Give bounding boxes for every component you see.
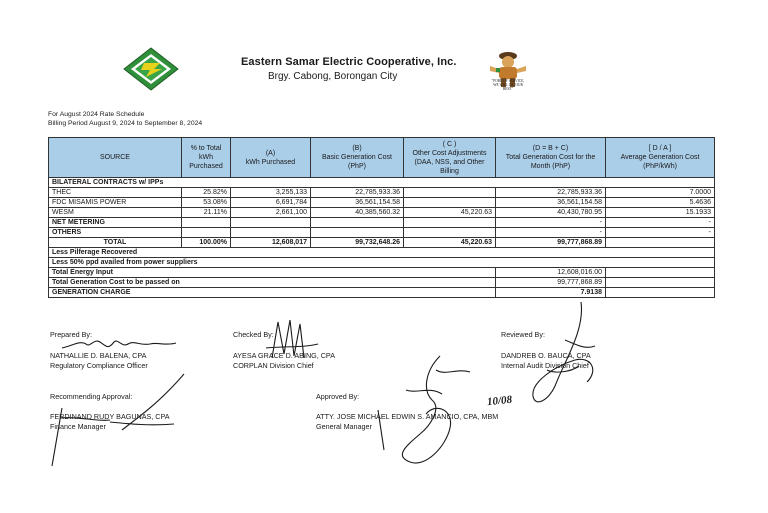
mascot-motto — [482, 79, 534, 91]
rate-schedule: For August 2024 Rate Schedule — [48, 111, 145, 118]
table-header-row — [49, 138, 715, 178]
row-avg: 7.0000 — [606, 188, 715, 198]
empty-cell — [404, 228, 496, 238]
table-row-gen-cost — [49, 278, 715, 288]
signature-recommending — [50, 372, 190, 468]
table-row-gen-charge — [49, 288, 715, 298]
row-total: 36,561,154.58 — [496, 198, 606, 208]
row-other: 45,220.63 — [404, 208, 496, 218]
others-avg: - — [606, 228, 715, 238]
gen-cost-label: Total Generation Cost to be passed on — [49, 278, 496, 288]
total-kwh: 12,608,017 — [231, 238, 311, 248]
row-source: FDC MISAMIS POWER — [49, 198, 182, 208]
empty-cell — [606, 288, 715, 298]
approved-by-title: General Manager — [316, 422, 372, 431]
table-row — [49, 198, 715, 208]
row-pct: 53.08% — [182, 198, 231, 208]
company-address: Brgy. Cabong, Borongan City — [268, 71, 398, 82]
empty-cell — [311, 218, 404, 228]
prepared-by-label: Prepared By: — [50, 330, 92, 339]
prepared-by-name: NATHALLIE D. BALENA, CPA — [50, 351, 147, 360]
table-row-others — [49, 228, 715, 238]
ppd-label: Less 50% ppd availed from power suppliers — [49, 258, 715, 268]
row-other — [404, 198, 496, 208]
row-pct: 21.11% — [182, 208, 231, 218]
total-total: 99,777,868.89 — [496, 238, 606, 248]
table-row-net-metering — [49, 218, 715, 228]
net-metering-total: - — [496, 218, 606, 228]
col-header-kwh: (A) kWh Purchased — [231, 138, 311, 178]
table-row-energy-input — [49, 268, 715, 278]
row-total: 22,785,933.36 — [496, 188, 606, 198]
row-kwh: 3,255,133 — [231, 188, 311, 198]
row-basic: 36,561,154.58 — [311, 198, 404, 208]
empty-cell — [311, 228, 404, 238]
gen-cost-value: 99,777,868.89 — [496, 278, 606, 288]
empty-cell — [231, 218, 311, 228]
col-header-total-cost: (D = B + C) Total Generation Cost for the Month (PhP) — [496, 138, 606, 178]
row-source: THEC — [49, 188, 182, 198]
recommending-title: Finance Manager — [50, 422, 106, 431]
billing-period: Billing Period August 9, 2024 to September 8, 2024 — [48, 120, 203, 127]
row-other — [404, 188, 496, 198]
col-header-basic-cost: (B) Basic Generation Cost (PhP) — [311, 138, 404, 178]
table-row-ppd — [49, 258, 715, 268]
empty-cell — [606, 268, 715, 278]
empty-cell — [606, 238, 715, 248]
row-pct: 25.82% — [182, 188, 231, 198]
recommending-name: FERDINAND RUDY BAGUNAS, CPA — [50, 412, 170, 421]
empty-cell — [182, 228, 231, 238]
col-header-source: SOURCE — [49, 138, 182, 178]
signature-prepared — [60, 334, 180, 354]
empty-cell — [404, 218, 496, 228]
energy-input-value: 12,608,016.00 — [496, 268, 606, 278]
signature-checked — [262, 318, 322, 364]
row-source: WESM — [49, 208, 182, 218]
signature-reviewed — [525, 300, 605, 412]
signature-approved — [376, 350, 482, 468]
row-basic: 22,785,933.36 — [311, 188, 404, 198]
others-total: - — [496, 228, 606, 238]
checked-by-title: CORPLAN Division Chief — [233, 361, 314, 370]
approved-by-name: ATTY. JOSE MICHAEL EDWIN S. AMANCIO, CPA, MBM — [316, 412, 499, 421]
generation-charge-table — [48, 137, 715, 298]
col-header-avg-cost: [ D / A ] Average Generation Cost (PhP/kWh) — [606, 138, 715, 178]
total-other: 45,220.63 — [404, 238, 496, 248]
col-header-other-cost: ( C ) Other Cost Adjustments (DAA, NSS, and Other Billing — [404, 138, 496, 178]
reviewed-by-label: Reviewed By: — [501, 330, 545, 339]
reviewed-by-name: DANDREB O. BAUCA, CPA — [501, 351, 591, 360]
motto-line: BEST" — [502, 87, 514, 91]
energy-input-label: Total Energy Input — [49, 268, 496, 278]
others-label: OTHERS — [49, 228, 182, 238]
row-avg: 5.4636 — [606, 198, 715, 208]
col-header-pct: % to Total kWh Purchased — [182, 138, 231, 178]
gen-charge-label: GENERATION CHARGE — [49, 288, 496, 298]
row-avg: 15.1933 — [606, 208, 715, 218]
empty-cell — [606, 278, 715, 288]
company-name: Eastern Samar Electric Cooperative, Inc. — [241, 56, 457, 68]
gen-charge-value: 7.9138 — [496, 288, 606, 298]
row-basic: 40,385,560.32 — [311, 208, 404, 218]
section-row-bilateral — [49, 178, 715, 188]
empty-cell — [231, 228, 311, 238]
pilferage-label: Less Pilferage Recovered — [49, 248, 715, 258]
checked-by-name: AYESA GRACE D. ABING, CPA — [233, 351, 335, 360]
total-pct: 100.00% — [182, 238, 231, 248]
table-row — [49, 208, 715, 218]
esamelco-logo-icon — [122, 46, 180, 92]
row-total: 40,430,780.95 — [496, 208, 606, 218]
approved-by-label: Approved By: — [316, 392, 360, 401]
table-row-total — [49, 238, 715, 248]
total-label: TOTAL — [49, 238, 182, 248]
reviewed-by-title: Internal Audit Division Chief — [501, 361, 589, 370]
checked-by-label: Checked By: — [233, 330, 274, 339]
row-kwh: 2,661,100 — [231, 208, 311, 218]
table-row — [49, 188, 715, 198]
empty-cell — [182, 218, 231, 228]
prepared-by-title: Regulatory Compliance Officer — [50, 361, 148, 370]
bilateral-label: BILATERAL CONTRACTS w/ IPPs — [49, 178, 715, 188]
row-kwh: 6,691,784 — [231, 198, 311, 208]
motto-line: "FORE OF SERVICE, — [491, 79, 525, 83]
table-row-pilferage — [49, 248, 715, 258]
total-basic: 99,732,648.26 — [311, 238, 404, 248]
motto-line: WE WILL DO OUR — [493, 83, 523, 87]
handwritten-date: 10/08 — [486, 393, 513, 409]
recommending-label: Recommending Approval: — [50, 392, 133, 401]
net-metering-avg: - — [606, 218, 715, 228]
net-metering-label: NET METERING — [49, 218, 182, 228]
